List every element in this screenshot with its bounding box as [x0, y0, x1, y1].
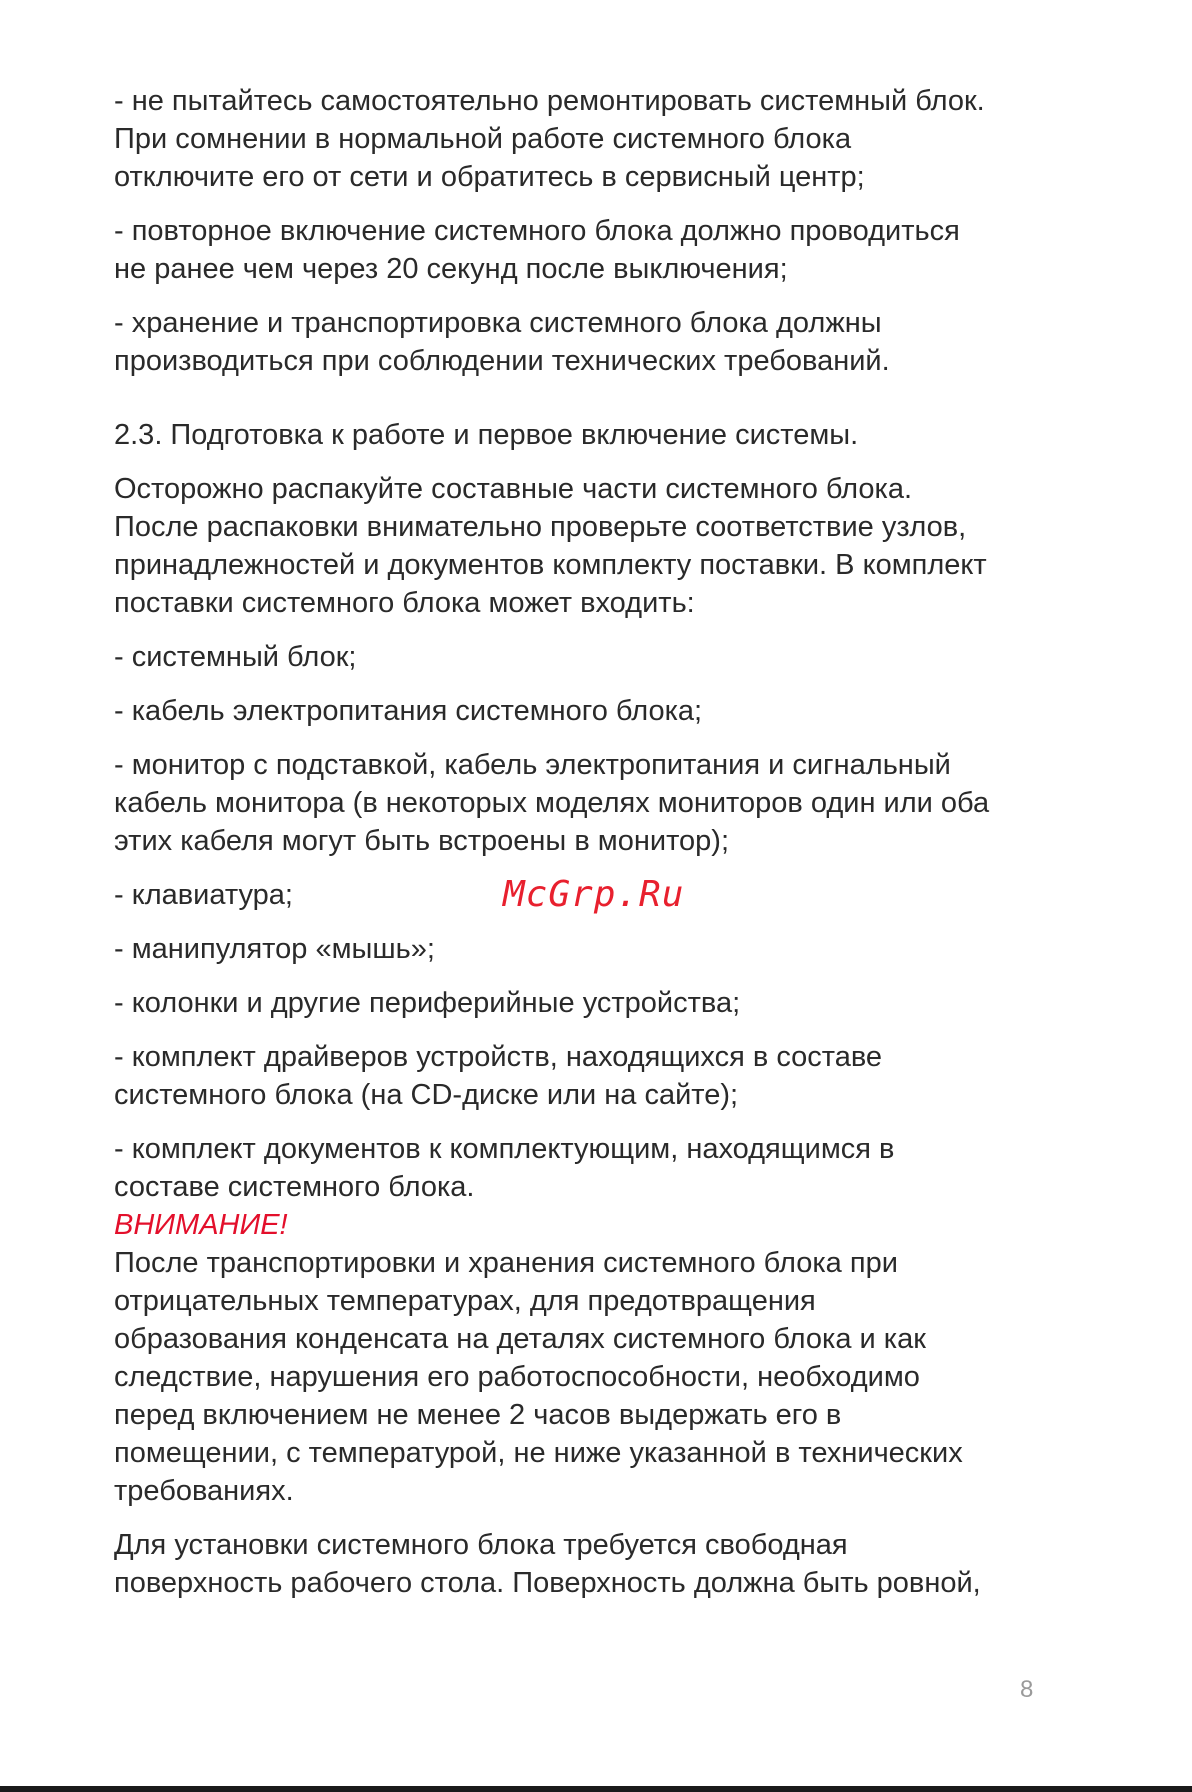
- list-item-keyboard: - клавиатура;: [114, 879, 293, 911]
- list-item-storage-transport: - хранение и транспортировка системного блока должны производиться при соблюдении технических требований.: [114, 307, 890, 377]
- list-item-mouse: - манипулятор «мышь»;: [114, 933, 435, 965]
- watermark: McGrp.Ru: [503, 874, 685, 915]
- warning-title: ВНИМАНИЕ!: [114, 1209, 288, 1241]
- page-number: 8: [1020, 1676, 1034, 1703]
- list-item-drivers: - комплект драйверов устройств, находящихся в составе системного блока (на CD-диске или на сайте);: [114, 1041, 883, 1111]
- page-content: [114, 82, 1114, 1602]
- list-item-monitor: - монитор с подставкой, кабель электропитания и сигнальный кабель монитора (в некоторых моделях мониторов один или оба этих кабеля могут быть встроены в монитор);: [114, 749, 990, 857]
- warning-text: После транспортировки и хранения системного блока при отрицательных температурах, для предотвращения образования конденсата на деталях системного блока и как следствие, нарушения его работоспособности, необходимо перед включением не менее 2 часов выдержать его в помещении, с температурой, не ниже указанной в технических требованиях.: [114, 1247, 963, 1507]
- installation-paragraph: Для установки системного блока требуется свободная поверхность рабочего стола. Поверхность должна быть ровной,: [114, 1529, 981, 1599]
- bottom-divider: [0, 1786, 1192, 1792]
- section-heading-2-3: 2.3. Подготовка к работе и первое включение системы.: [114, 419, 859, 451]
- list-item-system-unit: - системный блок;: [114, 641, 357, 673]
- list-item-no-self-repair: - не пытайтесь самостоятельно ремонтировать системный блок. При сомнении в нормальной работе системного блока отключите его от сети и обратитесь в сервисный центр;: [114, 85, 985, 193]
- list-item-documents: - комплект документов к комплектующим, находящимся в составе системного блока.: [114, 1133, 895, 1203]
- unpacking-paragraph: Осторожно распакуйте составные части системного блока. После распаковки внимательно проверьте соответствие узлов, принадлежностей и документов комплекту поставки. В комплект поставки системного блока может входить:: [114, 473, 987, 619]
- list-item-repeat-power-on: - повторное включение системного блока должно проводиться не ранее чем через 20 секунд после выключения;: [114, 215, 960, 285]
- list-item-power-cable: - кабель электропитания системного блока;: [114, 695, 703, 727]
- list-item-speakers: - колонки и другие периферийные устройства;: [114, 987, 741, 1019]
